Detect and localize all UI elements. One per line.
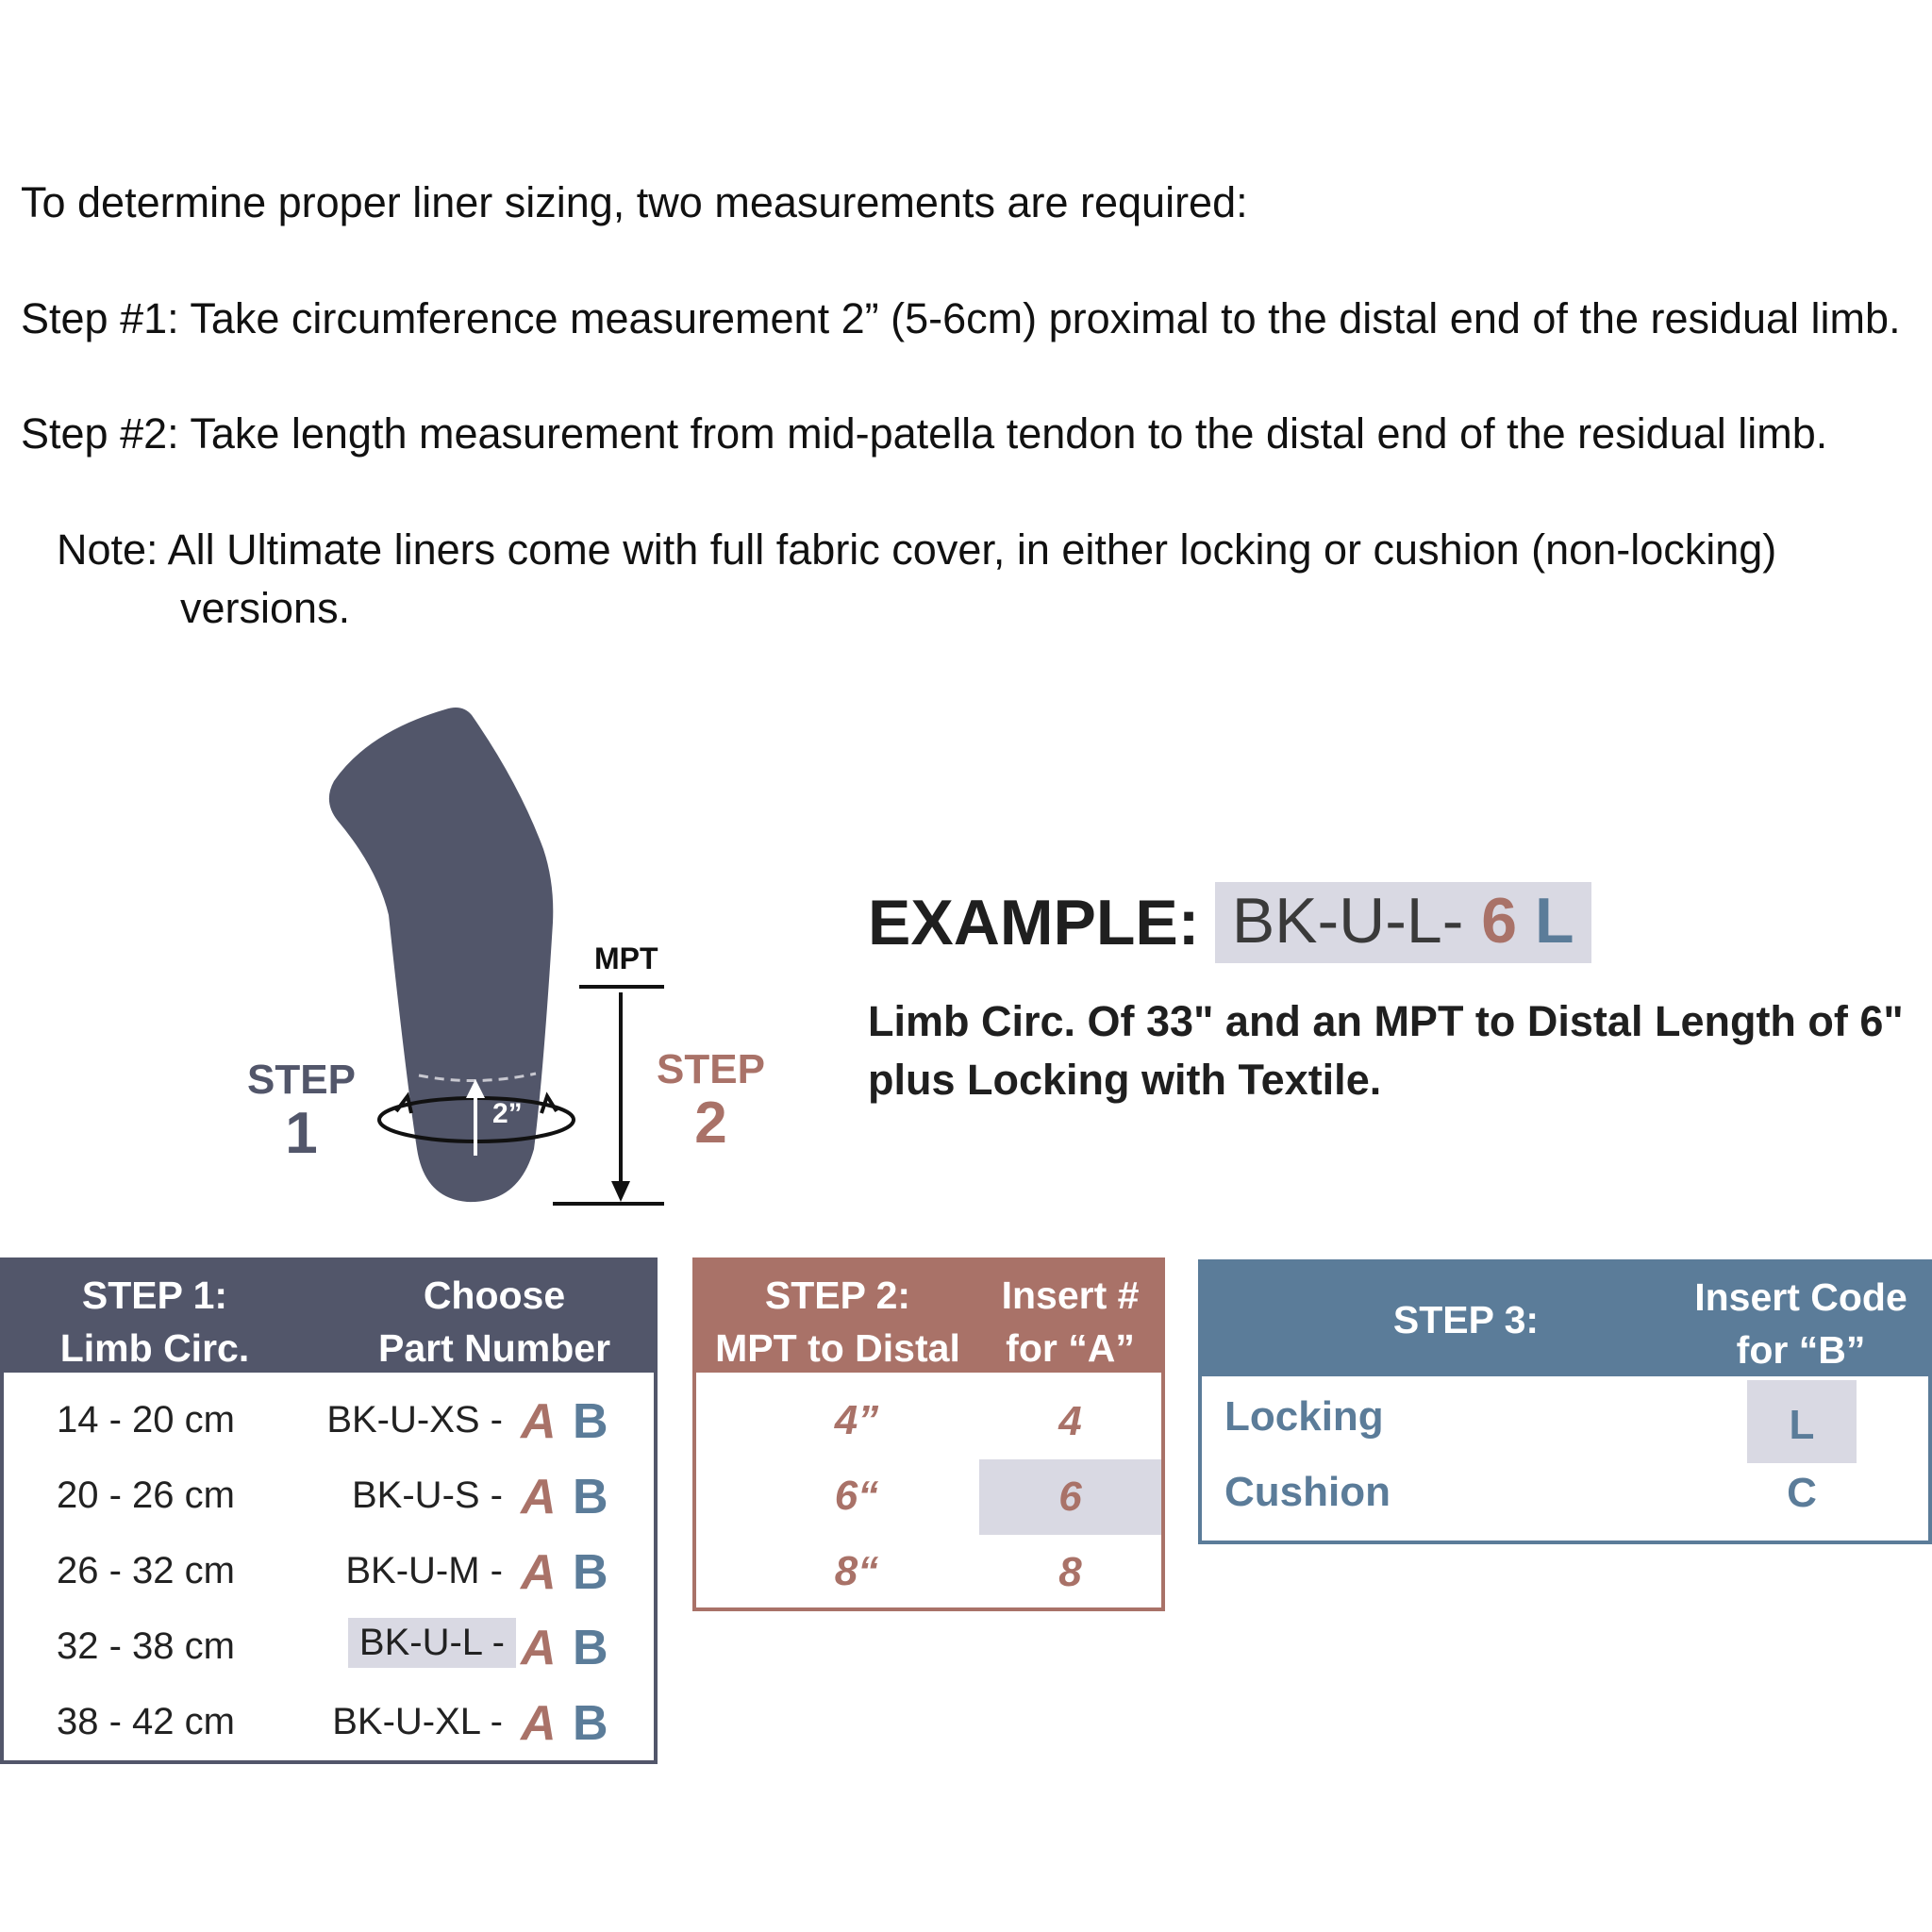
step2-header-title: STEP 2: [764, 1274, 911, 1317]
table-row-selected [4, 1610, 654, 1686]
table-row [4, 1459, 654, 1535]
example-heading: EXAMPLE: [868, 887, 1200, 958]
part-number-value: BK-U-S - [352, 1474, 503, 1516]
table-row-selected [1202, 1380, 1928, 1456]
mpt-label: MPT [594, 941, 658, 975]
step2-word: STEP [657, 1046, 765, 1092]
intro-line: To determine proper liner sizing, two measurements are required: [21, 178, 1248, 226]
step1-instruction: Step #1: Take circumference measurement 2” (5-6cm) proximal to the distal end of the residual limb. [21, 294, 1901, 342]
placeholder-a: A [521, 1696, 557, 1751]
example-desc-line-1: Limb Circ. Of 33" and an MPT to Distal Length of 6" [868, 997, 1904, 1045]
choose-header: Choose [423, 1274, 566, 1317]
placeholder-b: B [573, 1545, 608, 1600]
step1-number: 1 [285, 1101, 318, 1166]
option-label: Cushion [1224, 1469, 1391, 1515]
part-number-value-highlighted: BK-U-L - [348, 1618, 516, 1668]
limb-circ-value: 32 - 38 cm [57, 1625, 235, 1667]
example-block [868, 882, 1591, 963]
step1-header-title: STEP 1: [81, 1274, 228, 1317]
step2-table [692, 1257, 1165, 1611]
limb-circ-value: 20 - 26 cm [57, 1474, 235, 1516]
placeholder-a: A [521, 1545, 557, 1600]
step3-header-title: STEP 3: [1392, 1298, 1540, 1341]
option-label: Locking [1224, 1393, 1384, 1440]
insert-number-header: Insert # [1001, 1274, 1140, 1317]
note-block [57, 521, 1776, 638]
step3-table [1198, 1259, 1932, 1544]
example-code-a: 6 [1481, 885, 1518, 957]
measure-2in-label: 2” [492, 1098, 523, 1129]
step2-header-subtitle: MPT to Distal [715, 1326, 960, 1370]
part-number-header: Part Number [377, 1326, 611, 1370]
placeholder-b: B [573, 1470, 608, 1524]
step1-word: STEP [247, 1057, 356, 1103]
limb-circ-value: 14 - 20 cm [57, 1399, 235, 1441]
table-row [696, 1535, 1161, 1610]
step2-number: 2 [694, 1091, 727, 1156]
limb-circ-value: 38 - 42 cm [57, 1701, 235, 1742]
insert-code-header: Insert Code [1694, 1275, 1907, 1319]
placeholder-b: B [573, 1621, 608, 1675]
part-number-value: BK-U-XL - [332, 1701, 503, 1742]
example-description [868, 992, 1904, 1109]
table-row [1202, 1456, 1928, 1531]
mpt-length-value: 4” [834, 1397, 879, 1443]
table-row [4, 1686, 654, 1761]
part-number-value: BK-U-M - [345, 1550, 503, 1591]
example-desc-line-2: plus Locking with Textile. [868, 1056, 1382, 1104]
example-code-b: L [1535, 885, 1574, 957]
insert-for-a-header: for “A” [1006, 1326, 1135, 1370]
table-row [4, 1535, 654, 1610]
insert-number-value-highlighted: 6 [979, 1459, 1161, 1535]
insert-number-value: 8 [1058, 1549, 1082, 1595]
step2-instruction: Step #2: Take length measurement from mid-patella tendon to the distal end of the residual limb. [21, 409, 1828, 458]
insert-number-value: 4 [1058, 1398, 1082, 1444]
example-part-code [1215, 882, 1591, 963]
insert-code-value-highlighted: L [1747, 1380, 1857, 1463]
step1-label [247, 1057, 356, 1166]
placeholder-a: A [521, 1394, 557, 1449]
step1-header-subtitle: Limb Circ. [59, 1326, 250, 1370]
placeholder-a: A [521, 1470, 557, 1524]
step2-label [657, 1046, 765, 1156]
insert-for-b-header: for “B” [1736, 1328, 1866, 1372]
mpt-length-value: 6“ [834, 1473, 879, 1519]
mpt-length-value: 8“ [834, 1548, 879, 1594]
note-line-1: Note: All Ultimate liners come with full fabric cover, in either locking or cushion (non-locking) [57, 525, 1777, 574]
placeholder-b: B [573, 1696, 608, 1751]
step2-table-header [696, 1261, 1161, 1373]
table-row-selected [696, 1459, 1161, 1535]
placeholder-a: A [521, 1621, 557, 1675]
example-code-prefix: BK-U-L- [1231, 885, 1482, 957]
insert-code-value: C [1787, 1470, 1817, 1516]
step1-table-header [4, 1261, 654, 1373]
part-number-value: BK-U-XS - [326, 1399, 503, 1441]
limb-diagram [236, 698, 783, 1226]
note-line-2: versions. [180, 584, 351, 632]
table-row [696, 1384, 1161, 1459]
step3-table-header [1202, 1263, 1928, 1376]
limb-circ-value: 26 - 32 cm [57, 1550, 235, 1591]
step1-table [0, 1257, 658, 1764]
table-row [4, 1384, 654, 1459]
placeholder-b: B [573, 1394, 608, 1449]
